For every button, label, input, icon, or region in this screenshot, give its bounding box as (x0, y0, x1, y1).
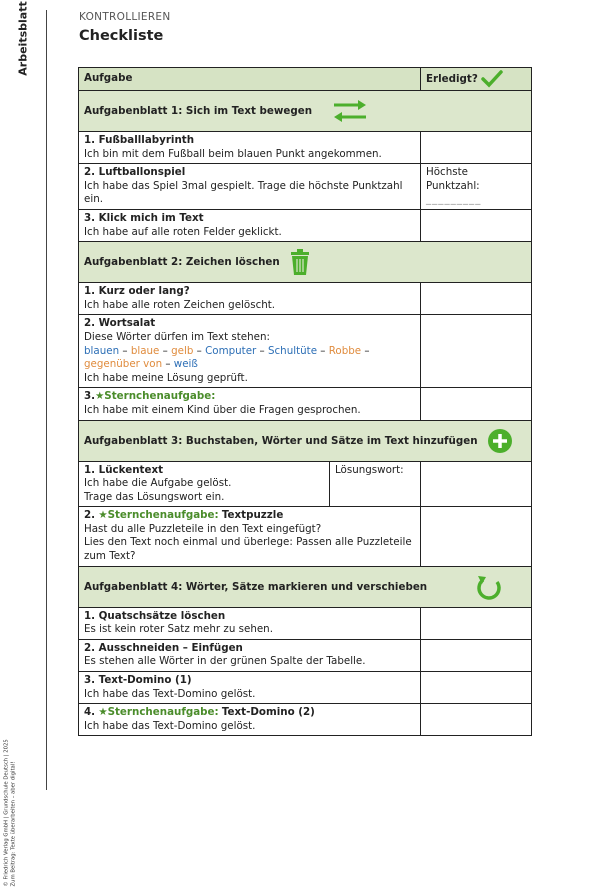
table-row: 1. Fußballlabyrinth Ich bin mit dem Fußball beim blauen Punkt angekommen. (79, 132, 532, 164)
section-title: Aufgabenblatt 3: Buchstaben, Wörter und Sätze im Text hinzufügen (84, 434, 478, 447)
section-row-2 (79, 242, 532, 283)
copyright-text: © Friedrich Verlag GmbH | Grundschule Deutsch | 2025 Zum Beitrag: Texte überarbeiten – aber digital! (3, 739, 16, 887)
section-row-4 (79, 566, 532, 607)
done-cell[interactable] (421, 461, 532, 507)
section-title: Aufgabenblatt 2: Zeichen löschen (84, 256, 280, 269)
side-divider (46, 10, 47, 790)
done-cell[interactable] (421, 132, 532, 164)
table-row: 3. Text-Domino (1) Ich habe das Text-Domino gelöst. (79, 672, 532, 704)
section-title: Aufgabenblatt 4: Wörter, Sätze markieren und verschieben (84, 580, 428, 593)
arrows-icon (330, 98, 370, 124)
rotate-arrow-icon (475, 573, 503, 601)
table-row: 1. Lückentext Ich habe die Aufgabe gelöst. Trage das Lösungswort ein. Lösungswort: (79, 461, 532, 507)
checklist-table (78, 67, 532, 736)
done-cell[interactable] (421, 388, 532, 420)
table-row: 4. ★Sternchenaufgabe: Text-Domino (2) Ich habe das Text-Domino gelöst. (79, 704, 532, 736)
done-cell[interactable] (421, 704, 532, 736)
table-row: 3.★Sternchenaufgabe: Ich habe mit einem Kind über die Fragen gesprochen. (79, 388, 532, 420)
table-row: 1. Kurz oder lang? Ich habe alle roten Zeichen gelöscht. (79, 283, 532, 315)
header-done: Erledigt? (421, 68, 532, 91)
done-cell[interactable] (421, 672, 532, 704)
done-cell[interactable] (421, 209, 532, 241)
plus-icon (487, 428, 513, 454)
done-cell[interactable] (421, 607, 532, 639)
table-row: 1. Quatschsätze löschen Es ist kein roter Satz mehr zu sehen. (79, 607, 532, 639)
done-cell[interactable] (421, 283, 532, 315)
checkmark-icon (481, 70, 503, 88)
table-row: 3. Klick mich im Text Ich habe auf alle roten Felder geklickt. (79, 209, 532, 241)
page-title: Checkliste (79, 28, 164, 44)
section-title: Aufgabenblatt 1: Sich im Text bewegen (84, 105, 313, 117)
header-task: Aufgabe (79, 68, 421, 91)
done-cell[interactable] (421, 639, 532, 671)
section-row-1 (79, 91, 532, 132)
done-cell[interactable] (421, 507, 532, 566)
done-cell[interactable] (421, 315, 532, 388)
sidebar-label: Arbeitsblatt (16, 1, 30, 76)
table-header-row (79, 68, 532, 91)
table-row: 2. Luftballonspiel Ich habe das Spiel 3mal gespielt. Trage die höchste Punktzahl ein. Höchste Punktzahl: _________ (79, 164, 532, 210)
trash-icon (289, 249, 311, 275)
section-kicker: KONTROLLIEREN (79, 11, 171, 23)
section-row-3 (79, 420, 532, 461)
table-row: 2. Ausschneiden – Einfügen Es stehen alle Wörter in der grünen Spalte der Tabelle. (79, 639, 532, 671)
score-cell[interactable]: Höchste Punktzahl: _________ (421, 164, 532, 210)
table-row: 2. ★Sternchenaufgabe: Textpuzzle Hast du alle Puzzleteile in den Text eingefügt? Lies den Text noch einmal und überlege: Passen alle Puzzleteile zum Text? (79, 507, 532, 566)
solution-word-field[interactable]: Lösungswort: (330, 461, 421, 507)
table-row: 2. Wortsalat Diese Wörter dürfen im Text stehen: blauen – blaue – gelb – Computer – Schultüte – Robbe – gegenüber von – weiß Ich habe meine Lösung geprüft. (79, 315, 532, 388)
